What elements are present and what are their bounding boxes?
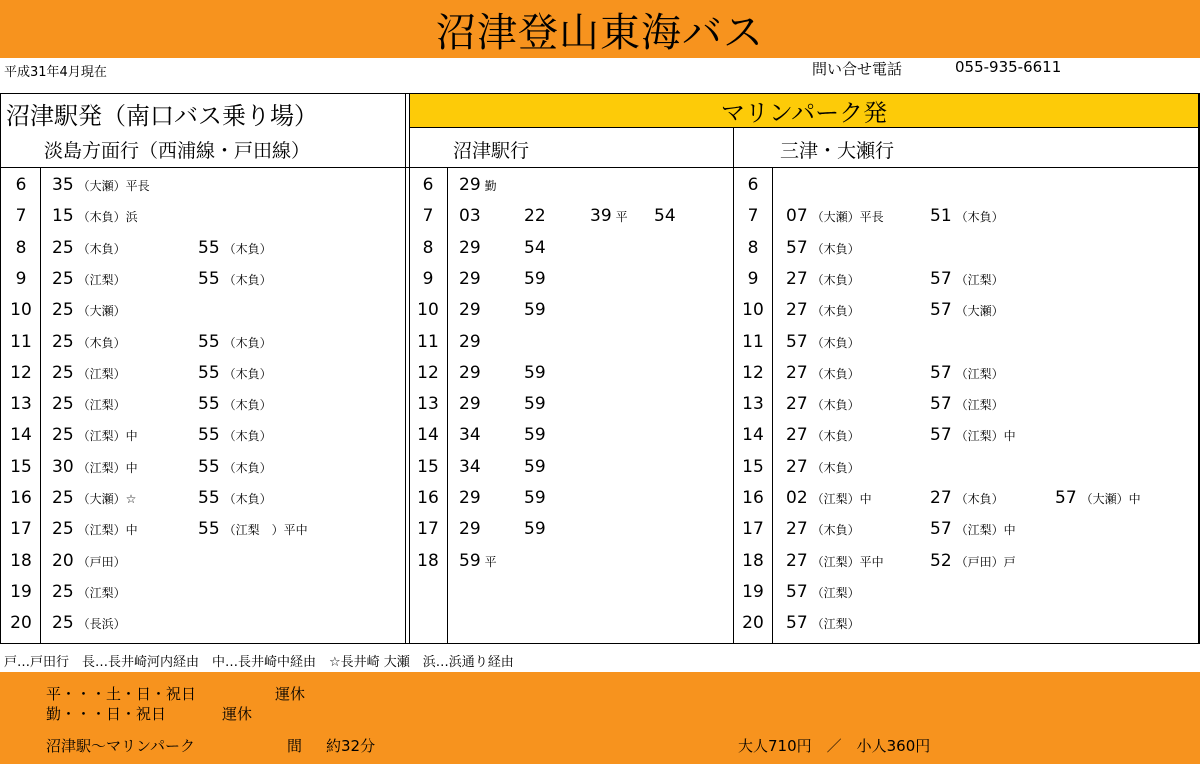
col-a-hour: 11 xyxy=(417,331,439,352)
left-hour: 6 xyxy=(15,175,27,195)
col-b-hour: 9 xyxy=(747,268,759,289)
departure-minute: 25 xyxy=(52,425,74,446)
col-a-departure xyxy=(524,457,550,477)
departure-note: （江梨） xyxy=(955,272,1004,287)
col-a-hour: 15 xyxy=(417,456,439,477)
col-a-departure xyxy=(524,238,550,258)
departure-note: （木負） xyxy=(223,398,272,413)
col-b-hour: 12 xyxy=(742,362,764,383)
departure-note: （江梨） xyxy=(77,272,126,287)
departure-minute: 51 xyxy=(930,206,952,227)
col-a-departure xyxy=(459,394,485,414)
departure-note: （江梨）中 xyxy=(811,492,872,506)
col-b-departure xyxy=(786,425,860,445)
departure-minute: 57 xyxy=(786,237,808,258)
departure-minute: 52 xyxy=(930,550,952,571)
departure-minute: 57 xyxy=(1055,488,1077,508)
departure-note: （江梨）中 xyxy=(77,523,138,538)
col-a-departure xyxy=(459,175,497,195)
departure-minute: 57 xyxy=(786,581,808,602)
departure-minute: 25 xyxy=(52,331,74,352)
left-departure xyxy=(198,238,272,258)
footer-duration: 約32分 xyxy=(326,737,376,755)
left-departure xyxy=(52,175,150,195)
departure-note: （木負） xyxy=(223,366,272,381)
departure-minute: 57 xyxy=(786,613,808,634)
departure-minute: 55 xyxy=(198,519,220,540)
col-a-hour: 17 xyxy=(417,519,439,540)
departure-note: （江梨） xyxy=(77,585,126,600)
departure-note: （江梨）中 xyxy=(955,429,1016,444)
col-a-departure xyxy=(524,363,550,383)
legend: 戸…戸田行 長…長井崎河内経由 中…長井崎中経由 ☆長井崎 大瀬 浜…浜通り経由 xyxy=(4,655,514,670)
col-a-departure xyxy=(459,488,485,508)
left-departure xyxy=(52,425,138,445)
left-section-heading: 沼津駅発（南口バス乗り場） xyxy=(6,102,318,130)
col-a-departure xyxy=(459,363,485,383)
departure-minute: 25 xyxy=(52,300,74,321)
col-b-departure xyxy=(786,582,860,602)
departure-minute: 25 xyxy=(52,362,74,383)
departure-minute: 15 xyxy=(52,206,74,227)
col-a-departure xyxy=(524,269,550,289)
col-a-departure xyxy=(459,238,485,258)
departure-minute: 57 xyxy=(930,425,952,446)
departure-minute: 29 xyxy=(459,394,481,415)
departure-minute: 55 xyxy=(198,362,220,383)
departure-note: （木負） xyxy=(811,429,860,444)
phone-number: 055-935-6611 xyxy=(955,58,1062,76)
left-section-subheading: 淡島方面行（西浦線・戸田線） xyxy=(44,140,311,162)
left-hour: 7 xyxy=(15,206,27,227)
col-a-departure xyxy=(459,457,485,477)
left-hour: 17 xyxy=(10,519,32,540)
footer-line2-label: 勤・・・日・祝日 xyxy=(46,705,167,723)
col-b-departure xyxy=(786,269,860,289)
departure-note: （大瀬）☆ xyxy=(77,492,137,506)
departure-minute: 54 xyxy=(524,237,546,258)
departure-note: （江梨） xyxy=(811,617,860,632)
col-b-departure xyxy=(930,269,1004,289)
departure-note: （大瀬）平長 xyxy=(811,210,884,225)
col-b-departure xyxy=(930,206,1004,226)
phone-label: 問い合せ電話 xyxy=(812,60,903,78)
col-b-departure xyxy=(786,300,860,320)
departure-minute: 59 xyxy=(459,550,481,571)
col-b-departure xyxy=(930,363,1004,383)
departure-note: （大瀬） xyxy=(955,304,1004,319)
col-a-hour: 10 xyxy=(417,300,439,321)
col-b-hour: 8 xyxy=(747,237,759,258)
departure-note: （木負） xyxy=(955,210,1004,225)
as-of-date: 平成31年4月現在 xyxy=(4,65,107,80)
departure-minute: 22 xyxy=(524,206,546,227)
col-b-hour: 16 xyxy=(742,488,764,508)
departure-note: 平 xyxy=(615,210,628,225)
col-b-hour: 6 xyxy=(747,175,759,195)
left-departure xyxy=(52,363,126,383)
departure-minute: 59 xyxy=(524,300,546,321)
col-b-hour: 10 xyxy=(742,300,764,321)
departure-minute: 20 xyxy=(52,550,74,571)
departure-note: （大瀬）中 xyxy=(1080,492,1141,506)
left-hour: 15 xyxy=(10,456,32,477)
departure-note: （木負） xyxy=(955,492,1004,506)
departure-minute: 25 xyxy=(52,519,74,540)
col-a-departure xyxy=(459,206,485,226)
departure-minute: 25 xyxy=(52,237,74,258)
departure-minute: 57 xyxy=(786,331,808,352)
departure-minute: 03 xyxy=(459,206,481,227)
departure-note: （江梨）平中 xyxy=(811,554,884,569)
col-b-departure xyxy=(786,519,860,539)
left-departure xyxy=(198,457,272,477)
departure-minute: 29 xyxy=(459,237,481,258)
departure-note: （戸田）戸 xyxy=(955,554,1016,569)
departure-minute: 57 xyxy=(930,519,952,540)
departure-note: （戸田） xyxy=(77,554,126,569)
departure-minute: 55 xyxy=(198,488,220,508)
col-b-hour: 15 xyxy=(742,456,764,477)
col-b-departure xyxy=(1055,488,1141,508)
left-hour: 12 xyxy=(10,362,32,383)
col-b-departure xyxy=(786,488,872,508)
departure-note: （江梨）中 xyxy=(955,523,1016,538)
left-hour: 16 xyxy=(10,488,32,508)
departure-note: （木負） xyxy=(811,460,860,475)
departure-minute: 55 xyxy=(198,425,220,446)
col-b-hour: 13 xyxy=(742,394,764,415)
departure-minute: 55 xyxy=(198,394,220,415)
left-hour: 13 xyxy=(10,394,32,415)
departure-note: （江梨） xyxy=(77,366,126,381)
departure-note: （木負） xyxy=(811,335,860,350)
left-departure xyxy=(198,332,272,352)
departure-note: 勤 xyxy=(484,179,497,193)
departure-note: （木負） xyxy=(223,460,272,475)
col-a-hour: 6 xyxy=(422,175,434,195)
departure-note: （木負） xyxy=(811,366,860,381)
col-a-hour: 18 xyxy=(417,550,439,571)
departure-minute: 59 xyxy=(524,268,546,289)
departure-minute: 25 xyxy=(52,581,74,602)
col-a-departure xyxy=(524,206,550,226)
departure-minute: 27 xyxy=(786,519,808,540)
col-a-hour: 16 xyxy=(417,488,439,508)
col-a-hour: 8 xyxy=(422,237,434,258)
departure-note: （木負） xyxy=(811,523,860,538)
col-b-departure xyxy=(930,425,1016,445)
departure-note: （大瀬）平長 xyxy=(77,179,150,193)
footer-duration-label: 間 xyxy=(287,737,303,755)
left-hour: 10 xyxy=(10,300,32,321)
col-a-hour: 13 xyxy=(417,394,439,415)
departure-minute: 29 xyxy=(459,519,481,540)
col-a-departure xyxy=(524,300,550,320)
departure-note: （木負） xyxy=(223,241,272,256)
left-hour: 19 xyxy=(10,581,32,602)
footer-bar xyxy=(0,672,1200,764)
departure-note: （江梨）中 xyxy=(77,460,138,475)
left-hour: 14 xyxy=(10,425,32,446)
col-b-departure xyxy=(786,363,860,383)
departure-note: （木負） xyxy=(223,335,272,350)
col-b-hour: 11 xyxy=(742,331,764,352)
left-hour: 18 xyxy=(10,550,32,571)
departure-minute: 55 xyxy=(198,456,220,477)
departure-note: （江梨） xyxy=(77,398,126,413)
col-a-departure xyxy=(459,332,485,352)
left-departure xyxy=(198,488,272,508)
left-departure xyxy=(52,613,126,633)
left-departure xyxy=(52,582,126,602)
departure-minute: 27 xyxy=(786,394,808,415)
page-title: 沼津登山東海バス xyxy=(0,0,1200,58)
col-b-departure xyxy=(786,332,860,352)
departure-minute: 59 xyxy=(524,519,546,540)
col-a-departure xyxy=(459,551,497,571)
departure-minute: 02 xyxy=(786,488,808,508)
departure-note: （江梨） xyxy=(811,585,860,600)
departure-minute: 27 xyxy=(786,300,808,321)
departure-note: （木負）浜 xyxy=(77,210,138,225)
col-b-subheading: 三津・大瀬行 xyxy=(780,140,895,162)
departure-minute: 25 xyxy=(52,488,74,508)
departure-minute: 27 xyxy=(786,456,808,477)
right-section-heading: マリンパーク発 xyxy=(410,94,1198,127)
col-a-departure xyxy=(459,300,485,320)
departure-minute: 59 xyxy=(524,394,546,415)
left-departure xyxy=(52,457,138,477)
departure-note: 平 xyxy=(484,554,497,569)
departure-note: （木負） xyxy=(811,398,860,413)
departure-minute: 34 xyxy=(459,456,481,477)
departure-minute: 27 xyxy=(786,268,808,289)
col-b-departure xyxy=(930,300,1004,320)
col-a-departure xyxy=(524,425,550,445)
left-hour: 8 xyxy=(15,237,27,258)
left-hour: 11 xyxy=(10,331,32,352)
departure-minute: 39 xyxy=(590,206,612,227)
departure-minute: 59 xyxy=(524,456,546,477)
departure-minute: 30 xyxy=(52,456,74,477)
departure-minute: 57 xyxy=(930,300,952,321)
footer-fare: 大人710円 ／ 小人360円 xyxy=(738,737,931,755)
departure-note: （木負） xyxy=(223,492,272,506)
col-a-hour: 12 xyxy=(417,362,439,383)
departure-minute: 25 xyxy=(52,613,74,634)
departure-note: （長浜） xyxy=(77,617,126,632)
col-a-subheading: 沼津駅行 xyxy=(453,140,530,162)
col-b-hour: 14 xyxy=(742,425,764,446)
departure-note: （木負） xyxy=(77,241,126,256)
col-a-hour: 9 xyxy=(422,268,434,289)
departure-minute: 55 xyxy=(198,268,220,289)
departure-minute: 35 xyxy=(52,175,74,195)
departure-minute: 27 xyxy=(786,362,808,383)
departure-minute: 27 xyxy=(930,488,952,508)
departure-note: （木負） xyxy=(77,335,126,350)
col-b-hour: 20 xyxy=(742,613,764,634)
departure-note: （木負） xyxy=(811,304,860,319)
col-a-departure xyxy=(459,519,485,539)
col-b-departure xyxy=(930,519,1016,539)
departure-minute: 27 xyxy=(786,550,808,571)
departure-minute: 27 xyxy=(786,425,808,446)
col-b-departure xyxy=(930,394,1004,414)
footer-line2-value: 運休 xyxy=(222,705,253,723)
col-a-departure xyxy=(459,425,485,445)
col-b-departure xyxy=(786,238,860,258)
left-departure xyxy=(52,300,126,320)
col-b-departure xyxy=(786,613,860,633)
departure-minute: 29 xyxy=(459,362,481,383)
col-b-departure xyxy=(786,394,860,414)
departure-minute: 29 xyxy=(459,331,481,352)
left-departure xyxy=(198,394,272,414)
departure-note: （江梨）中 xyxy=(77,429,138,444)
left-departure xyxy=(52,269,126,289)
col-a-hour: 7 xyxy=(422,206,434,227)
departure-minute: 29 xyxy=(459,488,481,508)
departure-minute: 57 xyxy=(930,394,952,415)
left-hour: 9 xyxy=(15,268,27,289)
departure-minute: 59 xyxy=(524,362,546,383)
departure-note: （江梨） xyxy=(955,398,1004,413)
departure-minute: 59 xyxy=(524,488,546,508)
col-b-departure xyxy=(930,488,1004,508)
departure-note: （木負） xyxy=(223,272,272,287)
footer-route: 沼津駅～マリンパーク xyxy=(46,737,195,755)
departure-minute: 25 xyxy=(52,268,74,289)
departure-minute: 54 xyxy=(654,206,676,227)
left-departure xyxy=(198,425,272,445)
departure-note: （木負） xyxy=(811,272,860,287)
col-b-departure xyxy=(786,551,884,571)
departure-minute: 57 xyxy=(930,268,952,289)
left-departure xyxy=(198,519,308,539)
departure-minute: 55 xyxy=(198,331,220,352)
departure-minute: 57 xyxy=(930,362,952,383)
departure-minute: 07 xyxy=(786,206,808,227)
departure-minute: 55 xyxy=(198,237,220,258)
footer-line1-value: 運休 xyxy=(275,685,306,703)
left-departure xyxy=(52,206,138,226)
departure-minute: 59 xyxy=(524,425,546,446)
departure-minute: 29 xyxy=(459,175,481,195)
departure-note: （大瀬） xyxy=(77,304,126,319)
col-b-hour: 17 xyxy=(742,519,764,540)
col-a-hour: 14 xyxy=(417,425,439,446)
departure-minute: 29 xyxy=(459,300,481,321)
left-departure xyxy=(52,332,126,352)
col-b-departure xyxy=(786,206,884,226)
col-a-departure xyxy=(654,206,680,226)
left-hour: 20 xyxy=(10,613,32,634)
departure-minute: 25 xyxy=(52,394,74,415)
left-departure xyxy=(52,519,138,539)
col-a-departure xyxy=(459,269,485,289)
col-a-departure xyxy=(524,519,550,539)
departure-minute: 29 xyxy=(459,268,481,289)
left-departure xyxy=(198,363,272,383)
col-b-hour: 7 xyxy=(747,206,759,227)
departure-note: （木負） xyxy=(223,429,272,444)
departure-note: （江梨） xyxy=(955,366,1004,381)
left-departure xyxy=(52,488,136,508)
col-a-departure xyxy=(524,394,550,414)
left-departure xyxy=(52,238,126,258)
col-b-hour: 19 xyxy=(742,581,764,602)
col-b-hour: 18 xyxy=(742,550,764,571)
left-departure xyxy=(52,551,126,571)
col-b-departure xyxy=(786,457,860,477)
departure-note: （江梨 ）平中 xyxy=(223,523,308,538)
departure-note: （木負） xyxy=(811,241,860,256)
footer-line1-label: 平・・・土・日・祝日 xyxy=(46,685,197,703)
left-departure xyxy=(198,269,272,289)
col-b-departure xyxy=(930,551,1016,571)
col-a-departure xyxy=(590,206,628,226)
col-a-departure xyxy=(524,488,550,508)
left-departure xyxy=(52,394,126,414)
departure-minute: 34 xyxy=(459,425,481,446)
